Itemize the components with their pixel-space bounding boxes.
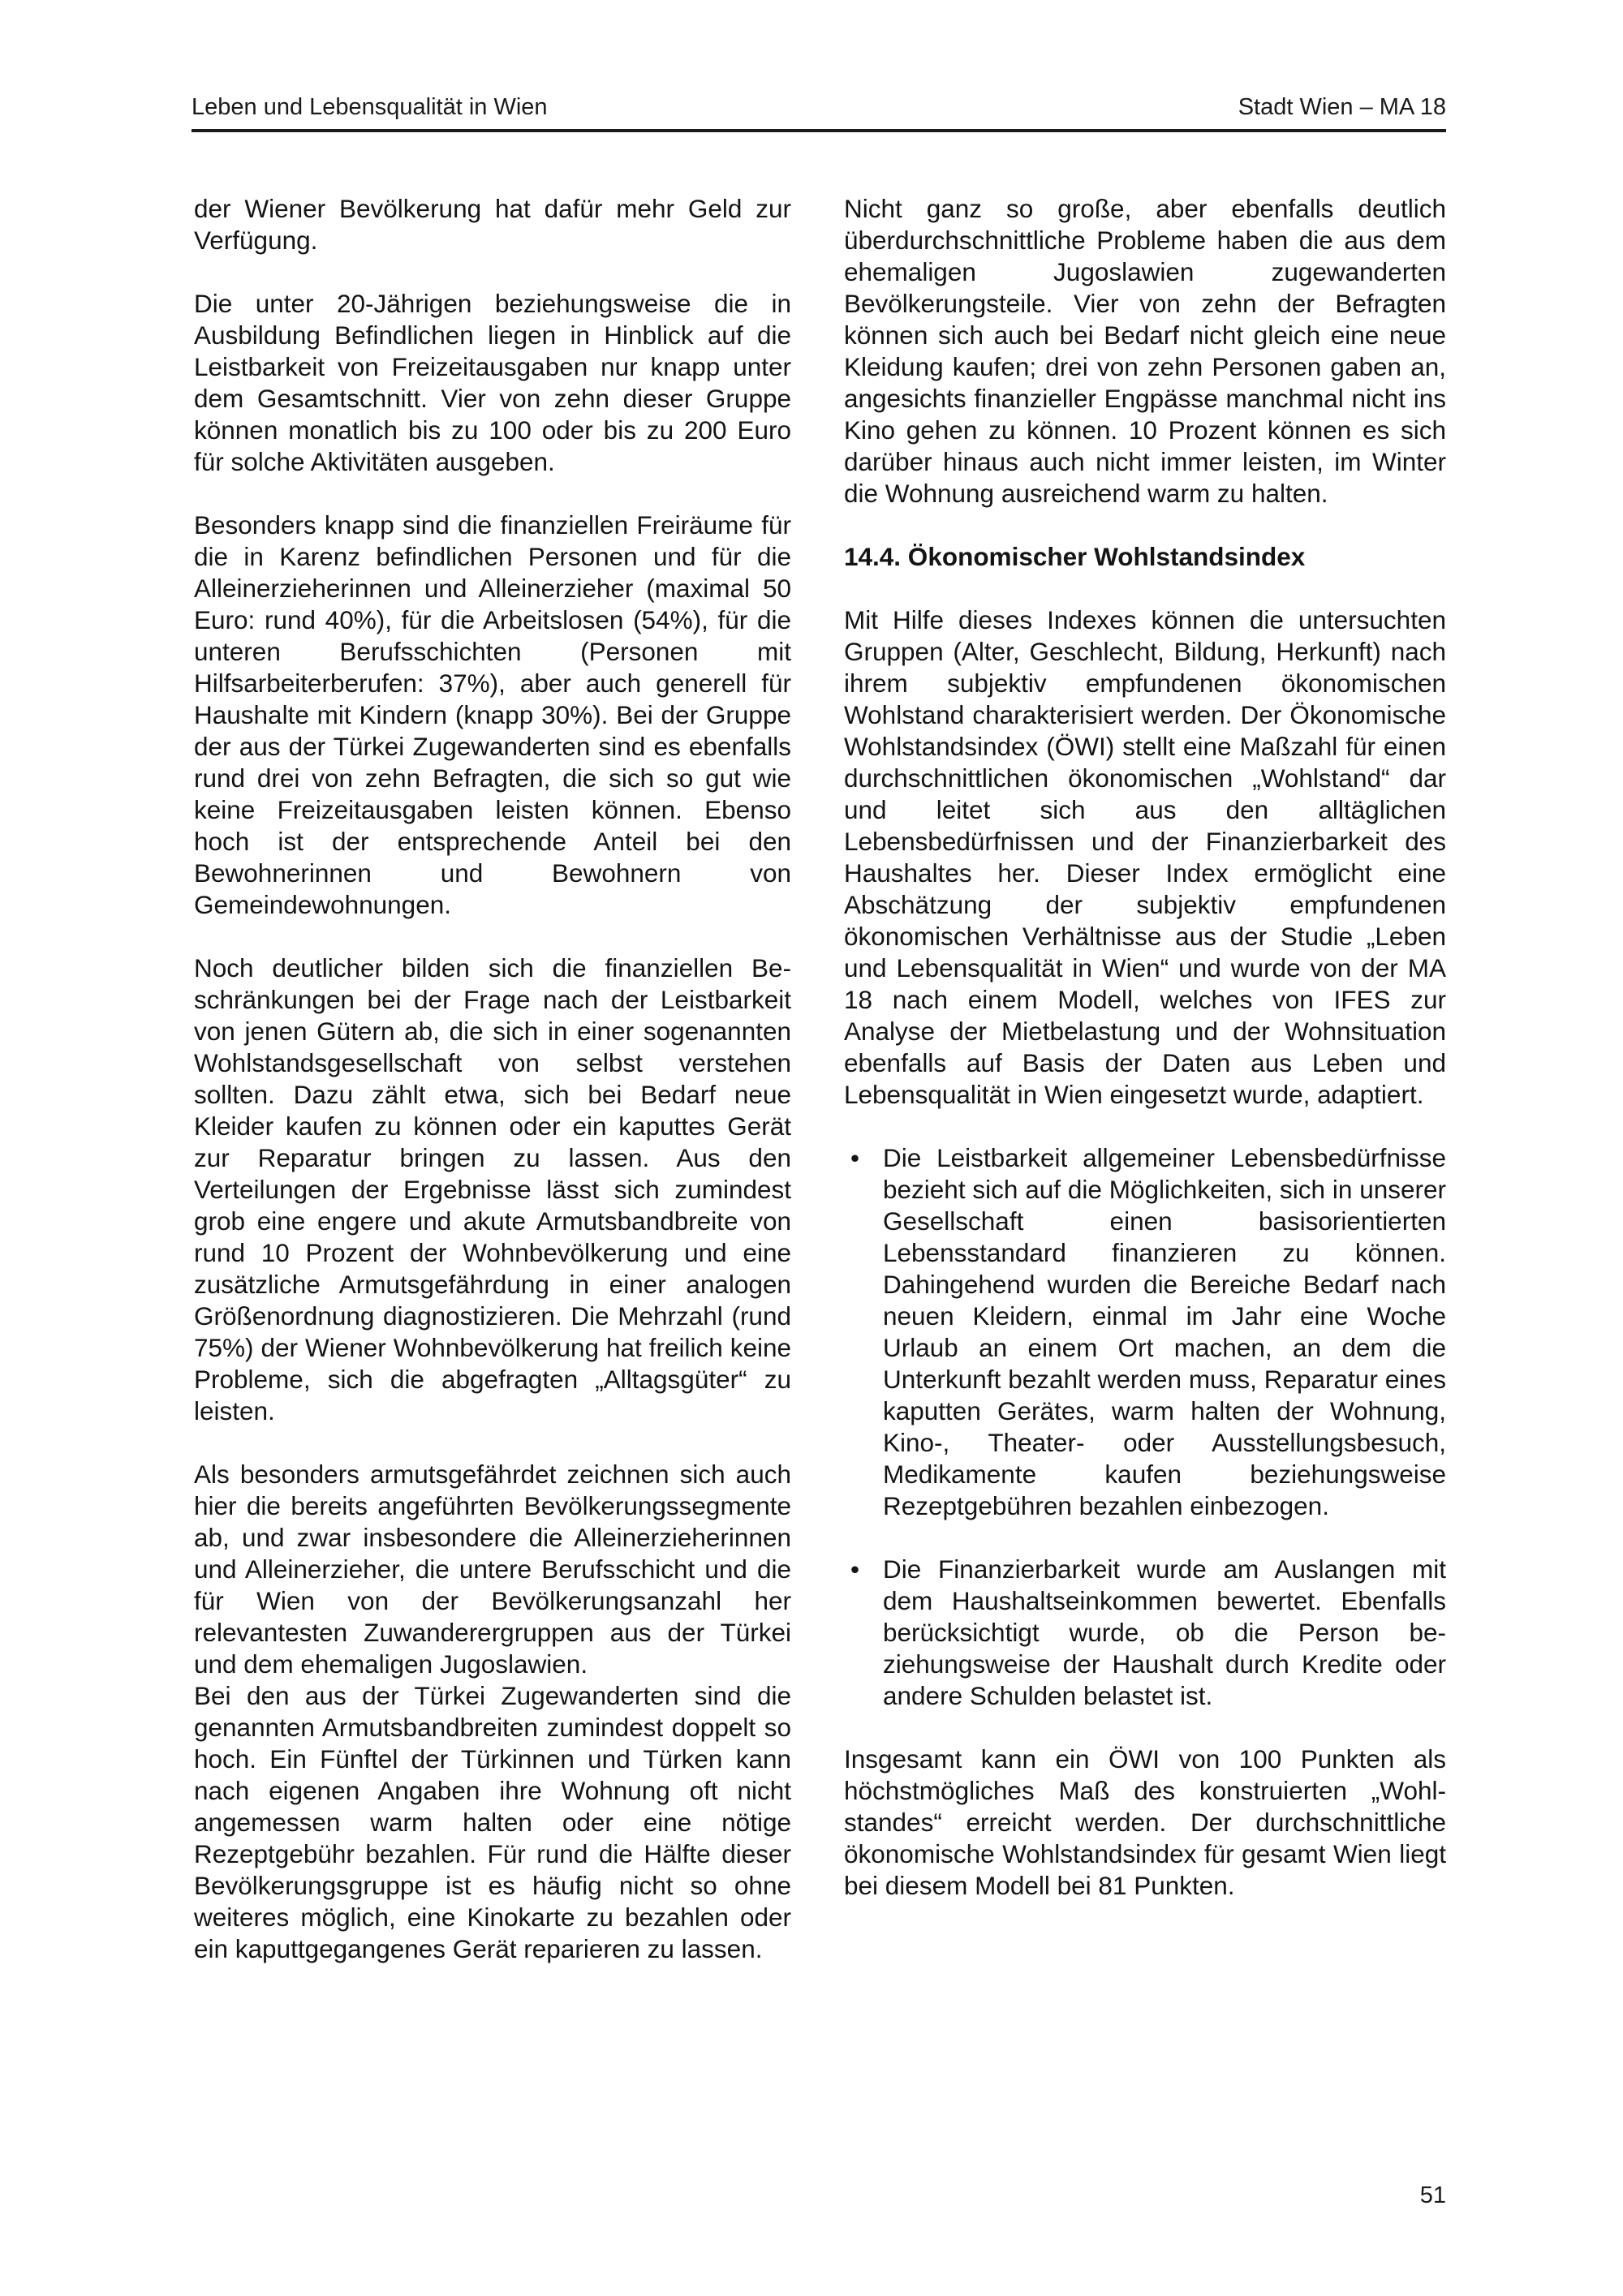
page-number: 51 (1419, 2182, 1446, 2208)
section-heading: 14.4. Ökonomischer Wohlstandsindex (844, 542, 1306, 571)
right-column (844, 193, 1446, 1933)
paragraph: Insgesamt kann ein ÖWI von 100 Punkten als höchstmögliches Maß des konstruierten „Wohlstandes“ erreicht werden. Der durchschnittliche ökonomische Wohlstandsindex für gesamt Wien liegt bei diesem Modell bei 81 Punkten. (844, 1744, 1446, 1900)
paragraph: Nicht ganz so große, aber ebenfalls deutlich überdurchschnittliche Probleme haben die aus dem ehemaligen Jugoslawien zugewanderten Bevölkerungsteile. Vier von zehn der Befragten können sich auch bei Bedarf nicht gleich eine neue Kleidung kaufen; drei von zehn Personen gaben an, angesichts finanzieller Engpässe manchmal nicht ins Kino gehen zu können. 10 Prozent können es sich darüber hinaus auch nicht immer leisten, im Winter die Wohnung ausreichend warm zu halten. (844, 194, 1446, 508)
paragraph: Besonders knapp sind die finanziellen Freiräume für die in Karenz befindlichen Personen und für die Alleinerzieherinnen und Alleinerzieher (maximal 50 Euro: rund 40%), für die Arbeitslosen (54%), für die unteren Berufsschichten (Personen mit Hilfsarbeiterberufen: 37%), aber auch generell für Haushalte mit Kindern (knapp 30%). Bei der Gruppe der aus der Türkei Zugewanderten sind es ebenfalls rund drei von zehn Befragten, die sich so gut wie keine Freizeitausgaben leisten können. Ebenso hoch ist der entsprechende Anteil bei den Bewohnerinnen und Bewohnern von Gemeindewohnungen. (194, 510, 791, 919)
list-item-text: Die Leistbarkeit allgemeiner Lebensbedürfnisse bezieht sich auf die Möglichkeiten, sich in unserer Gesellschaft einen basisorientierten Lebensstandard finanzieren zu können. Dahingehend wurden die Bereiche Bedarf nach neuen Kleidern, einmal im Jahr eine Woche Urlaub an einem Ort machen, an dem die Unterkunft bezahlt werden muss, Reparatur eines kaputten Gerätes, warm halten der Wohnung, Kino-, Theater- oder Ausstellungsbesuch, Medikamente kaufen beziehungsweise Rezeptgebühren bezahlen einbezogen. (883, 1143, 1446, 1520)
paragraph: Noch deutlicher bilden sich die finanziellen Beschränkungen bei der Frage nach der Leistbarkeit von jenen Gütern ab, die sich in einer sogenannten Wohlstandsgesellschaft von selbst verstehen sollten. Dazu zählt etwa, sich bei Bedarf neue Kleider kaufen zu können oder ein kaputtes Gerät zur Reparatur bringen zu lassen. Aus den Verteilungen der Ergebnisse lässt sich zumindest grob eine engere und akute Armutsbandbreite von rund 10 Prozent der Wohnbevölkerung und eine zusätzliche Armutsgefährdung in einer analogen Größenordnung diagnostizieren. Die Mehrzahl (rund 75%) der Wiener Wohnbevölkerung hat freilich keine Probleme, sich die abgefragten „Alltagsgüter“ zu leisten. (194, 953, 791, 1425)
left-column (194, 193, 791, 1997)
list-item (844, 1554, 1446, 1712)
paragraph: Bei den aus der Türkei Zugewanderten sind die genannten Armutsbandbreiten zumindest doppelt so hoch. Ein Fünftel der Türkinnen und Türken kann nach eigenen Angaben ihre Wohnung oft nicht angemessen warm halten oder eine nötige Rezeptgebühr bezahlen. Für rund die Hälfte dieser Bevölkerungsgruppe ist es häufig nicht so ohne weiteres möglich, eine Kinokarte zu bezahlen oder ein kaputtgegangenes Gerät reparieren zu lassen. (194, 1681, 791, 1963)
list-item-text: Die Finanzierbarkeit wurde am Auslangen mit dem Haushaltseinkommen bewertet. Ebenfalls berücksichtigt wurde, ob die Person beziehungsweise der Haushalt durch Kredite oder andere Schulden belastet ist. (883, 1554, 1446, 1710)
header-rule (192, 129, 1446, 132)
paragraph: Die unter 20-Jährigen beziehungsweise die in Ausbildung Befindlichen liegen in Hinblick auf die Leistbarkeit von Freizeitausgaben nur knapp unter dem Gesamtschnitt. Vier von zehn dieser Gruppe können monatlich bis zu 100 oder bis zu 200 Euro für solche Aktivitäten ausgeben. (194, 289, 791, 476)
list-item (844, 1142, 1446, 1522)
paragraph: der Wiener Bevölkerung hat dafür mehr Geld zur Verfügung. (194, 194, 791, 255)
paragraph: Mit Hilfe dieses Indexes können die untersuchten Gruppen (Alter, Geschlecht, Bildung, Herkunft) nach ihrem subjektiv empfundenen ökonomischen Wohlstand charakterisiert werden. Der Ökonomische Wohlstandsindex (ÖWI) stellt eine Maßzahl für einen durchschnittlichen ökonomischen „Wohlstand“ dar und leitet sich aus den alltäglichen Lebensbedürfnissen und der Finanzierbarkeit des Haushaltes her. Dieser Index ermöglicht eine Abschätzung der subjektiv empfundenen ökonomischen Verhältnisse aus der Studie „Leben und Lebensqualität in Wien“ und wurde von der MA 18 nach einem Modell, welches von IFES zur Analyse der Mietbelastung und der Wohnsituation ebenfalls auf Basis der Daten aus Leben und Lebensqualität in Wien eingesetzt wurde, adaptiert. (844, 605, 1446, 1109)
page-header (192, 94, 1446, 130)
header-publisher: Stadt Wien – MA 18 (1238, 94, 1446, 120)
bullet-icon: • (850, 1143, 860, 1172)
bullet-list (844, 1142, 1446, 1712)
bullet-icon: • (850, 1554, 860, 1584)
paragraph: Als besonders armutsgefährdet zeichnen sich auch hier die bereits angeführten Bevölkerungssegmente ab, und zwar insbesondere die Alleinerzieherinnen und Alleinerzieher, die untere Berufsschicht und die für Wien von der Bevölkerungsanzahl her relevantesten Zuwanderergruppen aus der Türkei und dem ehemaligen Jugoslawien. (194, 1460, 791, 1679)
header-title: Leben und Lebensqualität in Wien (192, 94, 548, 120)
